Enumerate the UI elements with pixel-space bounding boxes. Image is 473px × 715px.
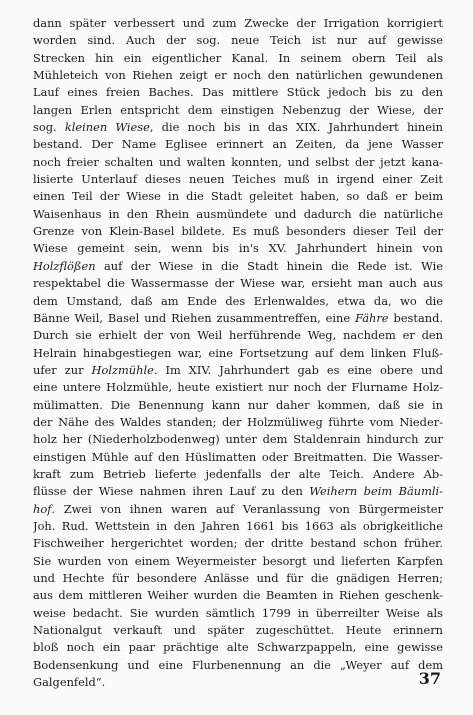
text-line — [33, 414, 443, 431]
text-segment: Helrain hinabgestiegen war, eine Fortsetzung auf dem linken Fluß- — [33, 345, 443, 360]
text-line — [33, 553, 443, 570]
text-line — [33, 362, 443, 379]
text-line — [33, 379, 443, 396]
text-segment: Sie wurden von einem Weyermeister besorgt und lieferten Karpfen — [33, 553, 443, 568]
text-segment: respektabel die Wassermasse der Wiese war, ersieht man auch aus — [33, 276, 443, 291]
text-segment: Lauf eines freien Baches. Das mittlere Stück jedoch bis zu den — [33, 85, 443, 100]
text-segment: mülimatten. Die Benennung kann nur daher kommen, daß sie in — [33, 397, 443, 412]
italic-text: Holzflößen — [33, 258, 96, 273]
text-line — [33, 15, 443, 32]
text-segment: . Zwei von ihnen waren auf Veranlassung von Bürgermeister — [51, 501, 443, 516]
text-line — [33, 102, 443, 119]
text-segment: aus dem mittleren Weiher wurden die Beamten in Riehen geschenk- — [33, 588, 443, 603]
text-line — [33, 345, 443, 362]
text-segment: Wiese gemeint sein, wenn bis in's XV. Jahrhundert hinein von — [33, 241, 443, 256]
text-line — [33, 570, 443, 587]
text-line — [33, 136, 443, 153]
italic-text: hof — [33, 501, 52, 516]
text-segment: Joh. Rud. Wettstein in den Jahren 1661 bis 1663 als obrigkeitliche — [33, 518, 443, 533]
text-line — [33, 674, 443, 691]
text-line — [33, 188, 443, 205]
text-segment: Durch sie erhielt der von Weil herführende Weg, nachdem er den — [33, 328, 443, 343]
text-line — [33, 67, 443, 84]
text-segment: langen Erlen entspricht dem einstigen Nebenzug der Wiese, der — [33, 102, 443, 117]
text-line — [33, 501, 443, 518]
italic-text: Holzmühle — [91, 362, 154, 377]
italic-text: kleinen Wiese — [64, 120, 150, 135]
text-segment: und Hechte für besondere Anlässe und für die gnädigen Herren; — [33, 571, 443, 585]
text-segment: , die noch bis in das XIX. Jahrhundert hinein — [149, 120, 443, 135]
text-segment: einstigen Mühle auf den Hüslimatten oder Breitmatten. Die Wasser- — [33, 449, 443, 464]
text-segment: worden sind. Auch der sog. neue Teich ist nur auf gewisse — [33, 33, 443, 48]
text-segment: holz her (Niederholzbodenweg) unter dem Staldenrain hindurch zur — [33, 432, 443, 447]
text-segment: auf der Wiese in die Stadt hinein die Rede ist. Wie — [95, 258, 443, 273]
text-segment: Galgenfeld“. — [33, 675, 106, 690]
text-line — [33, 605, 443, 622]
body-text — [33, 15, 443, 691]
text-line — [33, 657, 443, 674]
text-line — [33, 84, 443, 101]
text-segment: bloß noch ein paar prächtige alte Schwarzpappeln, eine gewisse — [33, 640, 443, 655]
text-line — [33, 518, 443, 535]
text-segment: Mühleteich von Riehen zeigt er noch den natürlichen gewundenen — [33, 68, 443, 83]
text-segment: bestand. Der Name Eglisee erinnert an Zeiten, da jene Wasser — [33, 137, 443, 152]
text-segment: Fischweiher hergerichtet worden; der dritte bestand schon früher. — [33, 536, 443, 551]
italic-text: Fähre — [355, 310, 389, 325]
italic-text: Weihern beim Bäumli- — [309, 484, 443, 499]
text-segment: lisierte Unterlauf dieses neuen Teiches muß in irgend einer Zeit — [33, 172, 443, 187]
text-segment: sog. — [33, 120, 65, 135]
text-segment: Nationalgut verkauft und später zugeschüttet. Heute erinnern — [33, 623, 443, 638]
text-line — [33, 483, 443, 500]
text-line — [33, 431, 443, 448]
text-segment: dann später verbessert und zum Zwecke der Irrigation korrigiert — [33, 16, 443, 30]
text-segment: bestand. — [388, 310, 443, 325]
text-line — [33, 587, 443, 604]
text-segment: eine untere Holzmühle, heute existiert nur noch der Flurname Holz- — [33, 380, 443, 395]
text-line — [33, 449, 443, 466]
text-line — [33, 310, 443, 327]
text-segment: Grenze von Klein-Basel bildete. Es muß besonders dieser Teil der — [33, 224, 443, 239]
text-line — [33, 327, 443, 344]
text-line — [33, 275, 443, 292]
text-line — [33, 154, 443, 171]
text-line — [33, 171, 443, 188]
text-segment: Bodensenkung und eine Flurbenennung an die „Weyer auf dem — [33, 657, 443, 672]
text-segment: weise bedacht. Sie wurden sämtlich 1799 in überreilter Weise als — [33, 605, 443, 620]
text-segment: Waisenhaus in den Rhein ausmündete und dadurch die natürliche — [33, 206, 443, 221]
text-line — [33, 622, 443, 639]
text-segment: Bänne Weil, Basel und Riehen zusammentreffen, eine — [33, 310, 356, 325]
text-segment: . Im XIV. Jahrhundert gab es eine obere und — [153, 362, 443, 377]
text-segment: ufer zur — [33, 362, 92, 377]
text-line — [33, 639, 443, 656]
text-line — [33, 223, 443, 240]
text-segment: kraft zum Betrieb lieferte jedenfalls der alte Teich. Andere Ab- — [33, 466, 443, 481]
text-segment: dem Umstand, daß am Ende des Erlenwaldes, etwa da, wo die — [33, 293, 443, 308]
text-line — [33, 32, 443, 49]
text-line — [33, 466, 443, 483]
text-segment: einen Teil der Wiese in die Stadt geleitet haben, so daß er beim — [33, 189, 443, 204]
page-number: 37 — [418, 669, 441, 688]
text-segment: der Nähe des Waldes standen; der Holzmüliweg führte vom Nieder- — [33, 414, 443, 429]
text-segment: Strecken hin ein eigentlicher Kanal. In seinem obern Teil als — [33, 50, 443, 65]
text-line — [33, 240, 443, 257]
text-segment: noch freier schalten und walten konnten, und selbst der jetzt kana- — [33, 154, 443, 169]
text-line — [33, 258, 443, 275]
text-line — [33, 397, 443, 414]
text-segment: flüsse der Wiese nahmen ihren Lauf zu den — [33, 484, 310, 499]
text-line — [33, 119, 443, 136]
text-line — [33, 293, 443, 310]
text-line — [33, 50, 443, 67]
text-line — [33, 535, 443, 552]
text-line — [33, 206, 443, 223]
